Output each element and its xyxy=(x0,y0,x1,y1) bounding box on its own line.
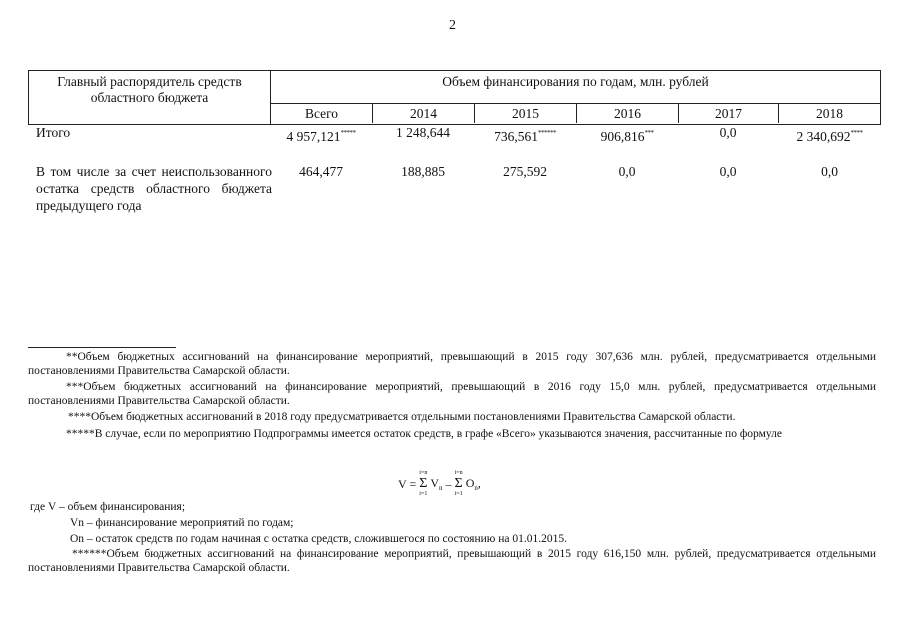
formula-term-v: $V_n$ xyxy=(430,476,443,492)
where-vn: Vn – финансирование мероприятий по годам; xyxy=(70,517,294,529)
sum-symbol: i=n Σ i=1 xyxy=(454,470,463,497)
col-2016: 2016 xyxy=(577,104,679,123)
financing-table xyxy=(28,70,881,214)
value-total-all: 4 957,121***** xyxy=(286,129,356,144)
value-unused-2018: 0,0 xyxy=(821,164,838,179)
col-2014: 2014 xyxy=(373,104,475,123)
value-total-2014: 1 248,644 xyxy=(396,125,450,140)
footnote-2-stars: **Объем бюджетных ассигнований на финансирование мероприятий, превышающий в 2015 году 307,636 млн. рублей, предусматривается отдельными постановлениями Правительства Самарской области. xyxy=(28,351,876,377)
footnote-4-stars: ****Объем бюджетных ассигнований в 2018 году предусматривается отдельными постановлениями Правительства Самарской области. xyxy=(68,411,736,423)
col-2018: 2018 xyxy=(816,106,843,121)
footnote-separator xyxy=(28,347,176,348)
value-unused-all: 464,477 xyxy=(299,164,343,179)
value-unused-2016: 0,0 xyxy=(618,164,636,179)
col-total: Всего xyxy=(271,104,373,123)
header-financing xyxy=(271,71,880,124)
row-label-total: Итого xyxy=(36,125,71,140)
header-financing-title: Объем финансирования по годам, млн. рублей xyxy=(271,71,880,104)
where-on: On – остаток средств по годам начиная с остатка средств, сложившегося по состоянию на 01.01.2015. xyxy=(70,533,568,545)
where-v: где V – объем финансирования; xyxy=(30,501,186,513)
value-total-2015: 736,561****** xyxy=(494,129,556,144)
value-total-2017: 0,0 xyxy=(719,125,737,140)
footnote-3-stars: ***Объем бюджетных ассигнований на финансирование мероприятий, превышающий в 2016 году 15,0 млн. рублей, предусматривается отдельными постановлениями Правительства Самарской области. xyxy=(28,381,876,407)
value-unused-2017: 0,0 xyxy=(719,164,737,179)
footnote-6-stars: ******Объем бюджетных ассигнований на финансирование мероприятий, превышающий в 2015 году 616,150 млн. рублей, предусматривается отдельными постановлениями Правительства Самарской области. xyxy=(28,548,876,574)
formula xyxy=(398,470,481,498)
value-unused-2014: 188,885 xyxy=(401,164,445,179)
table-row-unused-balance xyxy=(28,163,881,214)
col-2015: 2015 xyxy=(475,104,577,123)
header-budget-manager: Главный распорядитель средств областного бюджета xyxy=(29,71,271,124)
value-unused-2015: 275,592 xyxy=(503,164,547,179)
col-2017: 2017 xyxy=(679,104,779,123)
row-label-unused-balance: В том числе за счет неиспользованного остатка средств областного бюджета предыдущего года xyxy=(36,164,272,213)
table-header xyxy=(28,70,881,125)
formula-lhs: V = xyxy=(398,476,417,491)
page-number: 2 xyxy=(449,18,456,33)
year-header-row xyxy=(271,104,880,123)
value-total-2018: 2 340,692**** xyxy=(796,129,863,144)
footnote-5-stars: *****В случае, если по мероприятию Подпрограммы имеется остаток средств, в графе «Всего» указываются значения, рассчитанные по формуле xyxy=(66,428,782,440)
formula-term-o: $O_n$, xyxy=(465,476,481,492)
table-row-total xyxy=(28,125,881,145)
value-total-2016: 906,816*** xyxy=(600,129,654,144)
sum-symbol: i=n Σ i=1 xyxy=(419,470,428,497)
formula-minus: – xyxy=(445,476,452,491)
